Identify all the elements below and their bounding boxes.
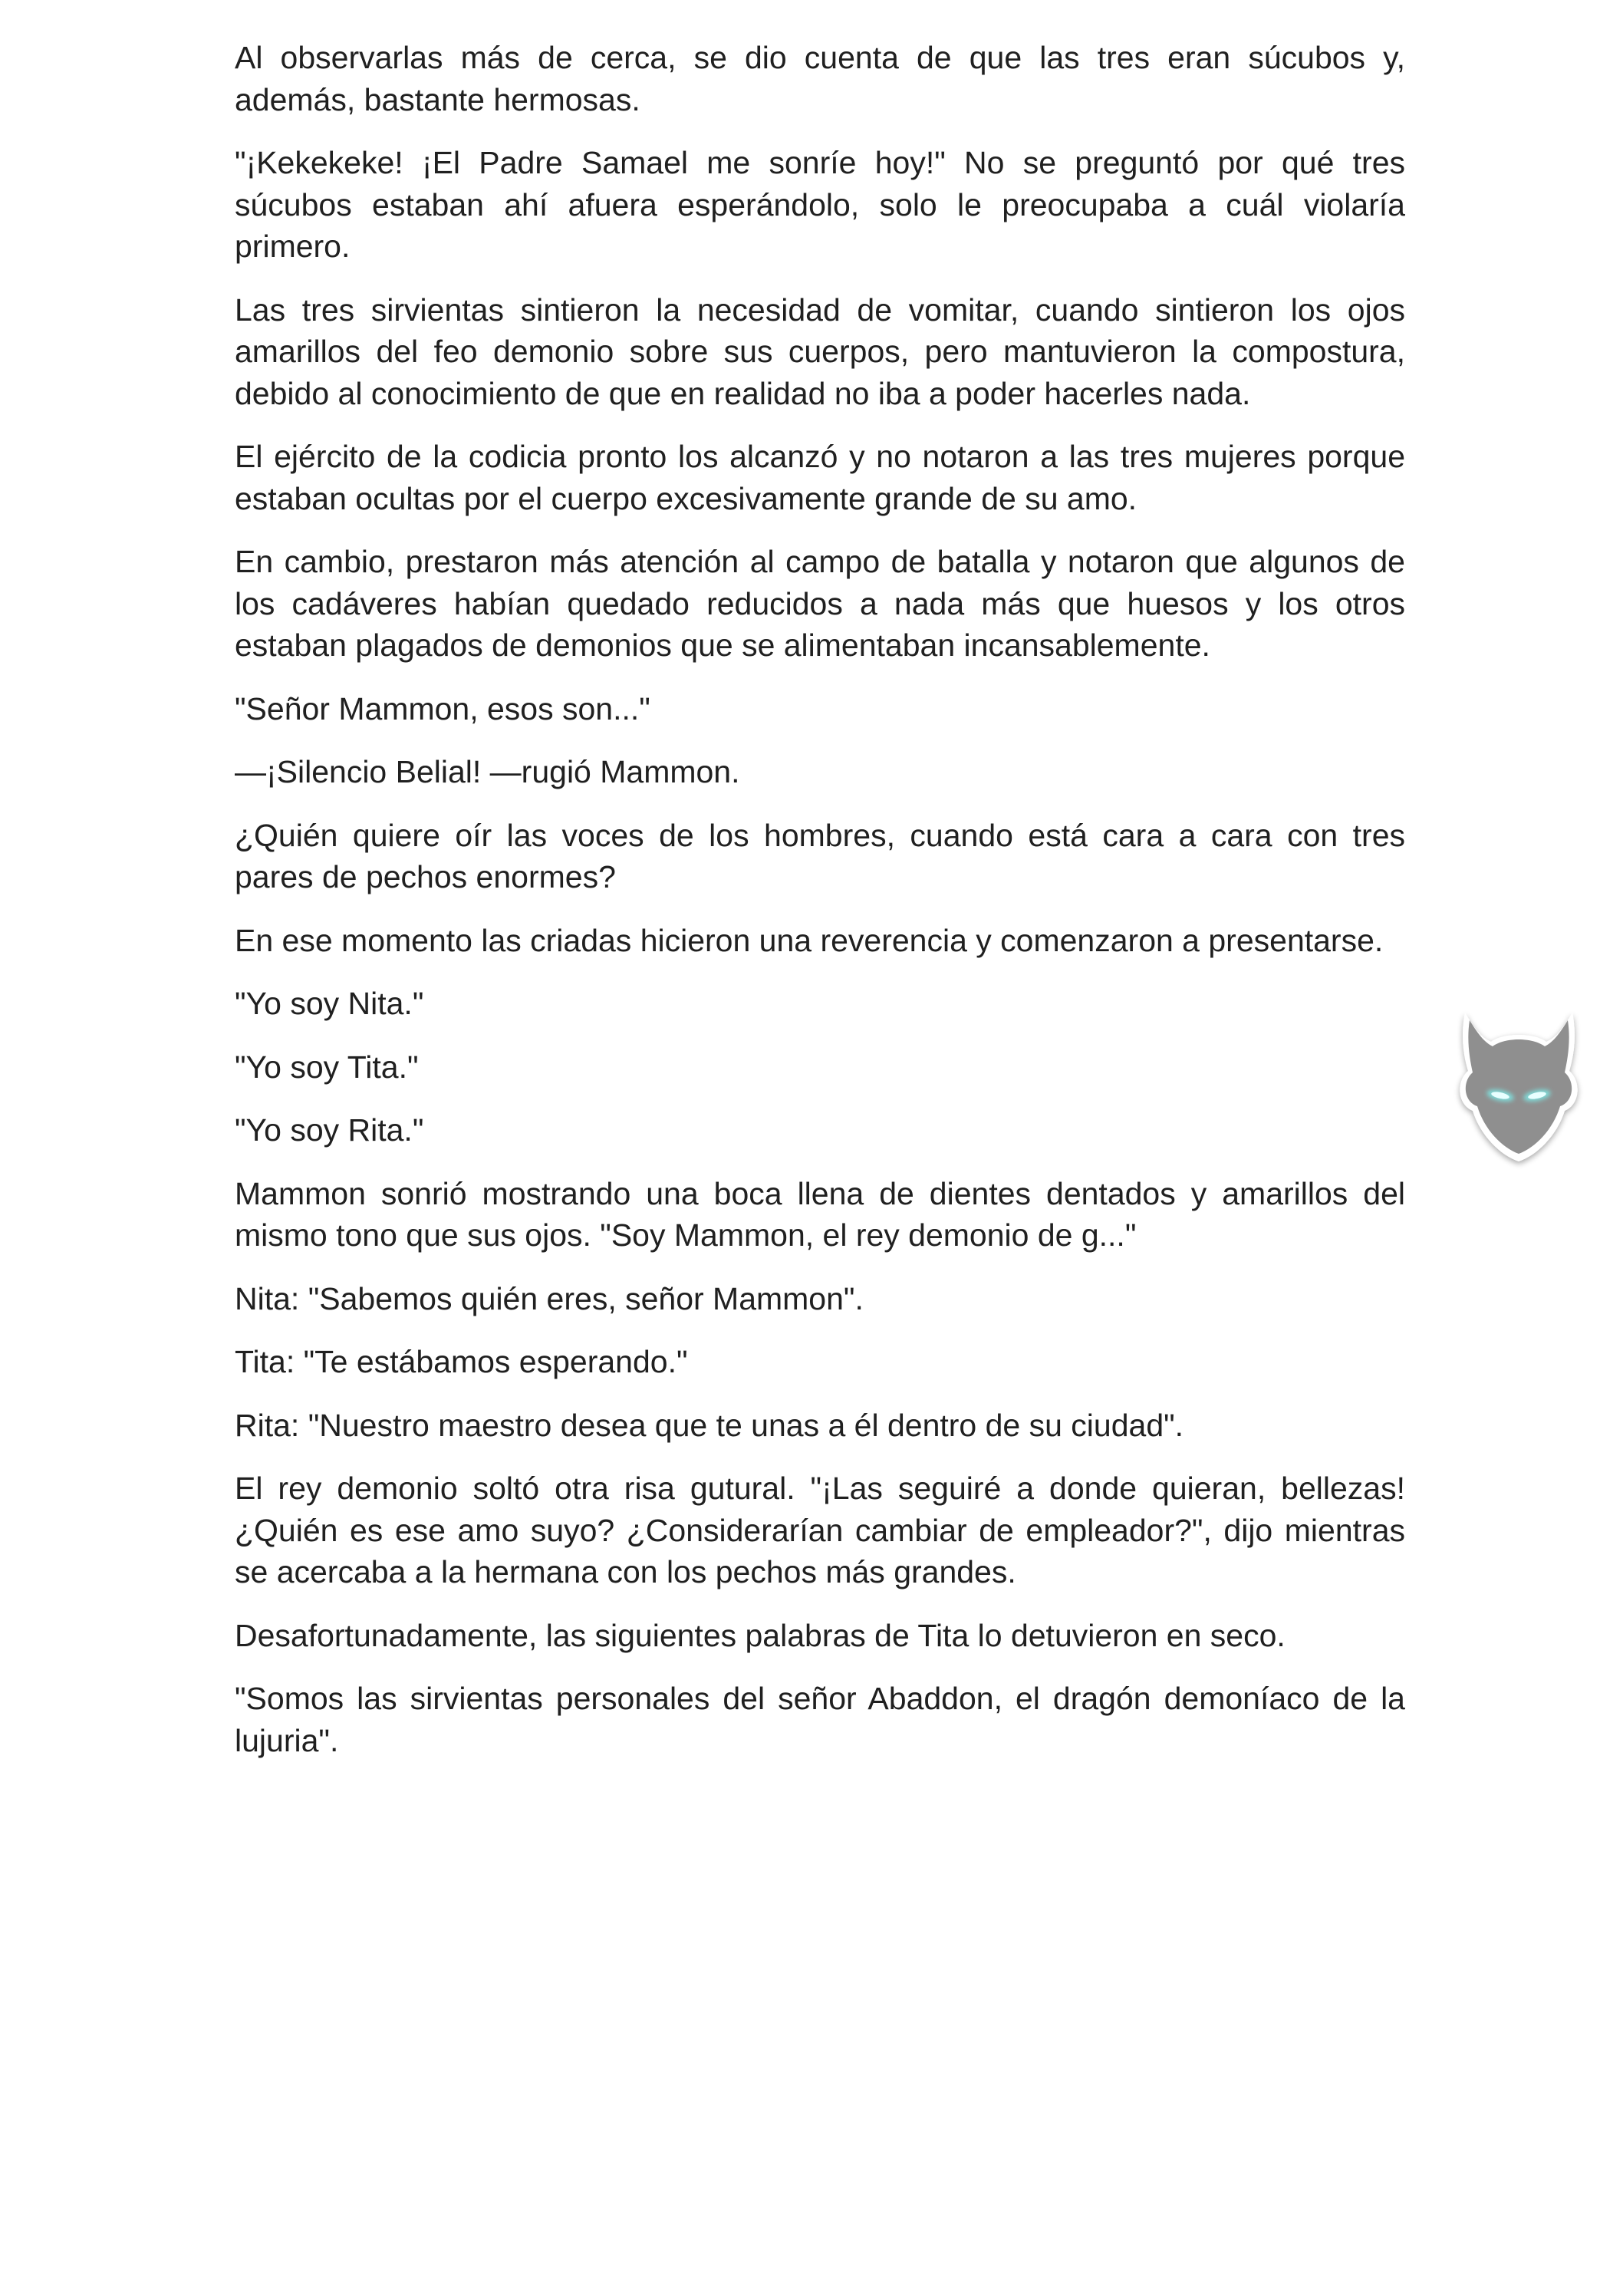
- paragraph: "Yo soy Nita.": [235, 986, 424, 1021]
- paragraph: El rey demonio soltó otra risa gutural. "¡Las seguiré a donde quieran, bellezas! ¿Quién es ese amo suyo? ¿Considerarían cambiar de empleador?", dijo mientras se acercaba a la hermana con los pechos más grandes.: [235, 1471, 1405, 1589]
- paragraph: Rita: "Nuestro maestro desea que te unas a él dentro de su ciudad".: [235, 1407, 1184, 1443]
- demon-head-shape: [1466, 1020, 1572, 1154]
- paragraph: "Somos las sirvientas personales del señor Abaddon, el dragón demoníaco de la lujuria".: [235, 1681, 1405, 1758]
- text-column: [235, 37, 1405, 1783]
- paragraph: En cambio, prestaron más atención al campo de batalla y notaron que algunos de los cadáveres habían quedado reducidos a nada más que huesos y los otros estaban plagados de demonios que se alimentaban incansablemente.: [235, 544, 1405, 663]
- paragraph: Las tres sirvientas sintieron la necesidad de vomitar, cuando sintieron los ojos amarillos del feo demonio sobre sus cuerpos, pero mantuvieron la compostura, debido al conocimiento de que en realidad no iba a poder hacerles nada.: [235, 292, 1405, 411]
- paragraph: Desafortunadamente, las siguientes palabras de Tita lo detuvieron en seco.: [235, 1617, 1286, 1653]
- paragraph: "¡Kekekeke! ¡El Padre Samael me sonríe hoy!" No se preguntó por qué tres súcubos estaban ahí afuera esperándolo, solo le preocupaba a cuál violaría primero.: [235, 145, 1405, 264]
- paragraph: Tita: "Te estábamos esperando.": [235, 1344, 688, 1379]
- paragraph: Al observarlas más de cerca, se dio cuenta de que las tres eran súcubos y, además, bastante hermosas.: [235, 40, 1405, 117]
- demon-head-icon: [1442, 997, 1595, 1174]
- paragraph: Nita: "Sabemos quién eres, señor Mammon".: [235, 1280, 864, 1316]
- paragraph: "Yo soy Rita.": [235, 1112, 424, 1148]
- paragraph: ¿Quién quiere oír las voces de los hombres, cuando está cara a cara con tres pares de pechos enormes?: [235, 817, 1405, 894]
- paragraph: "Señor Mammon, esos son...": [235, 690, 650, 726]
- paragraph: El ejército de la codicia pronto los alcanzó y no notaron a las tres mujeres porque estaban ocultas por el cuerpo excesivamente grande de su amo.: [235, 439, 1405, 516]
- paragraph: Mammon sonrió mostrando una boca llena de dientes dentados y amarillos del mismo tono que sus ojos. "Soy Mammon, el rey demonio de g...": [235, 1175, 1405, 1253]
- paragraph: —¡Silencio Belial! —rugió Mammon.: [235, 754, 740, 789]
- paragraph: En ese momento las criadas hicieron una reverencia y comenzaron a presentarse.: [235, 922, 1384, 958]
- paragraph: "Yo soy Tita.": [235, 1049, 419, 1085]
